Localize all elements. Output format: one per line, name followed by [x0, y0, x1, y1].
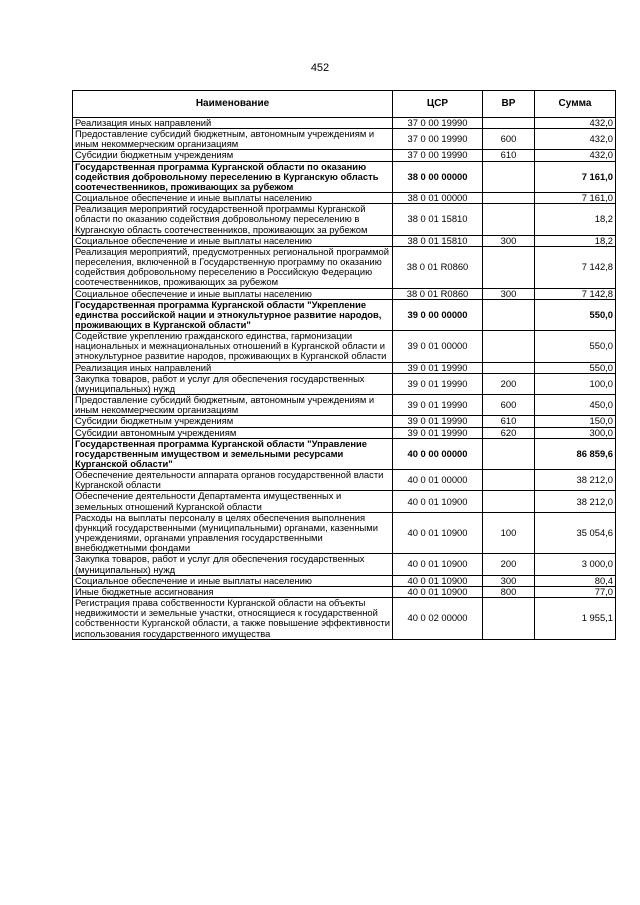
table-row	[73, 470, 616, 491]
table-row	[73, 395, 616, 416]
row-name: Регистрация права собственности Курганской области на объекты недвижимости и земельные участки, относящиеся к государственной собственности Курганской области, а также повышение эффективности использования государственного имущества	[73, 598, 393, 640]
table-row	[73, 246, 616, 288]
table-row	[73, 129, 616, 150]
row-name: Социальное обеспечение и иные выплаты населению	[73, 575, 393, 586]
table-row	[73, 598, 616, 640]
row-sum: 100,0	[535, 373, 616, 394]
row-name: Социальное обеспечение и иные выплаты населению	[73, 235, 393, 246]
table-row	[73, 150, 616, 161]
row-sum: 38 212,0	[535, 491, 616, 512]
row-vr	[483, 193, 535, 204]
row-sum: 80,4	[535, 575, 616, 586]
row-csr: 40 0 01 00000	[393, 470, 483, 491]
row-csr: 40 0 01 10900	[393, 575, 483, 586]
row-vr: 200	[483, 554, 535, 575]
row-name: Обеспечение деятельности аппарата органов государственной власти Курганской области	[73, 470, 393, 491]
row-sum: 3 000,0	[535, 554, 616, 575]
row-sum: 432,0	[535, 150, 616, 161]
header-csr: ЦСР	[393, 91, 483, 118]
row-sum: 7 161,0	[535, 193, 616, 204]
row-vr: 600	[483, 395, 535, 416]
row-sum: 77,0	[535, 586, 616, 597]
table-row	[73, 554, 616, 575]
row-csr: 38 0 01 15810	[393, 204, 483, 235]
row-vr	[483, 246, 535, 288]
table-row	[73, 438, 616, 469]
row-csr: 40 0 01 10900	[393, 554, 483, 575]
row-sum: 150,0	[535, 416, 616, 427]
table-row	[73, 193, 616, 204]
row-csr: 37 0 00 19990	[393, 118, 483, 129]
row-csr: 38 0 01 R0860	[393, 246, 483, 288]
row-name: Закупка товаров, работ и услуг для обеспечения государственных (муниципальных) нужд	[73, 373, 393, 394]
row-name: Закупка товаров, работ и услуг для обеспечения государственных (муниципальных) нужд	[73, 554, 393, 575]
row-csr: 38 0 00 00000	[393, 161, 483, 192]
row-vr: 620	[483, 427, 535, 438]
row-sum: 7 161,0	[535, 161, 616, 192]
row-csr: 39 0 00 00000	[393, 299, 483, 330]
row-sum: 432,0	[535, 129, 616, 150]
table-row	[73, 161, 616, 192]
row-sum: 7 142,8	[535, 246, 616, 288]
row-vr: 300	[483, 575, 535, 586]
table-header-row	[73, 91, 616, 118]
row-csr: 40 0 00 00000	[393, 438, 483, 469]
row-csr: 40 0 02 00000	[393, 598, 483, 640]
row-name: Государственная программа Курганской области "Укрепление единства российской нации и этнокультурное развитие народов, проживающих в Курганской области"	[73, 299, 393, 330]
row-sum: 550,0	[535, 362, 616, 373]
row-name: Иные бюджетные ассигнования	[73, 586, 393, 597]
row-name: Реализация иных направлений	[73, 362, 393, 373]
table-row	[73, 416, 616, 427]
row-vr: 600	[483, 129, 535, 150]
table-row	[73, 235, 616, 246]
row-csr: 39 0 01 19990	[393, 416, 483, 427]
row-name: Субсидии бюджетным учреждениям	[73, 150, 393, 161]
table-row	[73, 373, 616, 394]
row-vr: 200	[483, 373, 535, 394]
row-name: Реализация иных направлений	[73, 118, 393, 129]
table-row	[73, 288, 616, 299]
row-sum: 1 955,1	[535, 598, 616, 640]
row-vr: 610	[483, 416, 535, 427]
header-vr: ВР	[483, 91, 535, 118]
row-vr	[483, 470, 535, 491]
row-name: Реализация мероприятий государственной программы Курганской области по оказанию содействия добровольному переселению в Курганскую область соотечественников, проживающих за рубежом	[73, 204, 393, 235]
row-vr	[483, 299, 535, 330]
row-name: Государственная программа Курганской области "Управление государственным имуществом и земельными ресурсами Курганской области"	[73, 438, 393, 469]
row-sum: 7 142,8	[535, 288, 616, 299]
row-vr	[483, 161, 535, 192]
row-name: Обеспечение деятельности Департамента имущественных и земельных отношений Курганской области	[73, 491, 393, 512]
header-name: Наименование	[73, 91, 393, 118]
row-name: Государственная программа Курганской области по оказанию содействия добровольному переселению в Курганскую область соотечественников, проживающих за рубежом	[73, 161, 393, 192]
row-vr	[483, 204, 535, 235]
row-vr	[483, 331, 535, 362]
page-number: 452	[310, 62, 330, 74]
row-csr: 39 0 01 19990	[393, 373, 483, 394]
row-sum: 432,0	[535, 118, 616, 129]
row-name: Субсидии бюджетным учреждениям	[73, 416, 393, 427]
row-name: Социальное обеспечение и иные выплаты населению	[73, 288, 393, 299]
table-row	[73, 586, 616, 597]
table-row	[73, 575, 616, 586]
row-sum: 35 054,6	[535, 512, 616, 554]
row-csr: 38 0 01 15810	[393, 235, 483, 246]
row-vr: 300	[483, 235, 535, 246]
row-vr: 300	[483, 288, 535, 299]
row-sum: 38 212,0	[535, 470, 616, 491]
row-vr: 100	[483, 512, 535, 554]
table-body	[73, 118, 616, 640]
row-name: Реализация мероприятий, предусмотренных региональной программой переселения, включенной в Государственную программу по оказанию содействия добровольному переселению в Российскую Федерацию соотечественников, проживающих за рубежом	[73, 246, 393, 288]
table-row	[73, 362, 616, 373]
row-name: Субсидии автономным учреждениям	[73, 427, 393, 438]
header-sum: Сумма	[535, 91, 616, 118]
row-vr: 800	[483, 586, 535, 597]
budget-table	[72, 90, 616, 640]
row-sum: 450,0	[535, 395, 616, 416]
row-vr: 610	[483, 150, 535, 161]
row-csr: 39 0 01 19990	[393, 395, 483, 416]
row-sum: 300,0	[535, 427, 616, 438]
row-csr: 37 0 00 19990	[393, 150, 483, 161]
row-sum: 86 859,6	[535, 438, 616, 469]
table-row	[73, 118, 616, 129]
row-name: Социальное обеспечение и иные выплаты населению	[73, 193, 393, 204]
row-csr: 39 0 01 19990	[393, 362, 483, 373]
table-row	[73, 512, 616, 554]
table-row	[73, 491, 616, 512]
row-sum: 550,0	[535, 299, 616, 330]
row-name: Предоставление субсидий бюджетным, автономным учреждениям и иным некоммерческим организациям	[73, 129, 393, 150]
row-vr	[483, 118, 535, 129]
row-csr: 38 0 01 00000	[393, 193, 483, 204]
row-csr: 39 0 01 19990	[393, 427, 483, 438]
row-csr: 40 0 01 10900	[393, 491, 483, 512]
row-vr	[483, 438, 535, 469]
row-csr: 37 0 00 19990	[393, 129, 483, 150]
table-row	[73, 299, 616, 330]
row-vr	[483, 362, 535, 373]
row-csr: 38 0 01 R0860	[393, 288, 483, 299]
row-sum: 18,2	[535, 204, 616, 235]
table-row	[73, 204, 616, 235]
row-name: Расходы на выплаты персоналу в целях обеспечения выполнения функций государственными (муниципальными) органами, казенными учреждениями, органами управления государственными внебюджетными фондами	[73, 512, 393, 554]
row-csr: 40 0 01 10900	[393, 512, 483, 554]
row-csr: 39 0 01 00000	[393, 331, 483, 362]
row-csr: 40 0 01 10900	[393, 586, 483, 597]
row-name: Предоставление субсидий бюджетным, автономным учреждениям и иным некоммерческим организациям	[73, 395, 393, 416]
row-sum: 550,0	[535, 331, 616, 362]
row-vr	[483, 598, 535, 640]
row-vr	[483, 491, 535, 512]
row-sum: 18,2	[535, 235, 616, 246]
table-row	[73, 427, 616, 438]
row-name: Содействие укреплению гражданского единства, гармонизации национальных и межнациональных отношений в Курганской области и этнокультурное развитие народов, проживающих в Курганской области	[73, 331, 393, 362]
table-row	[73, 331, 616, 362]
